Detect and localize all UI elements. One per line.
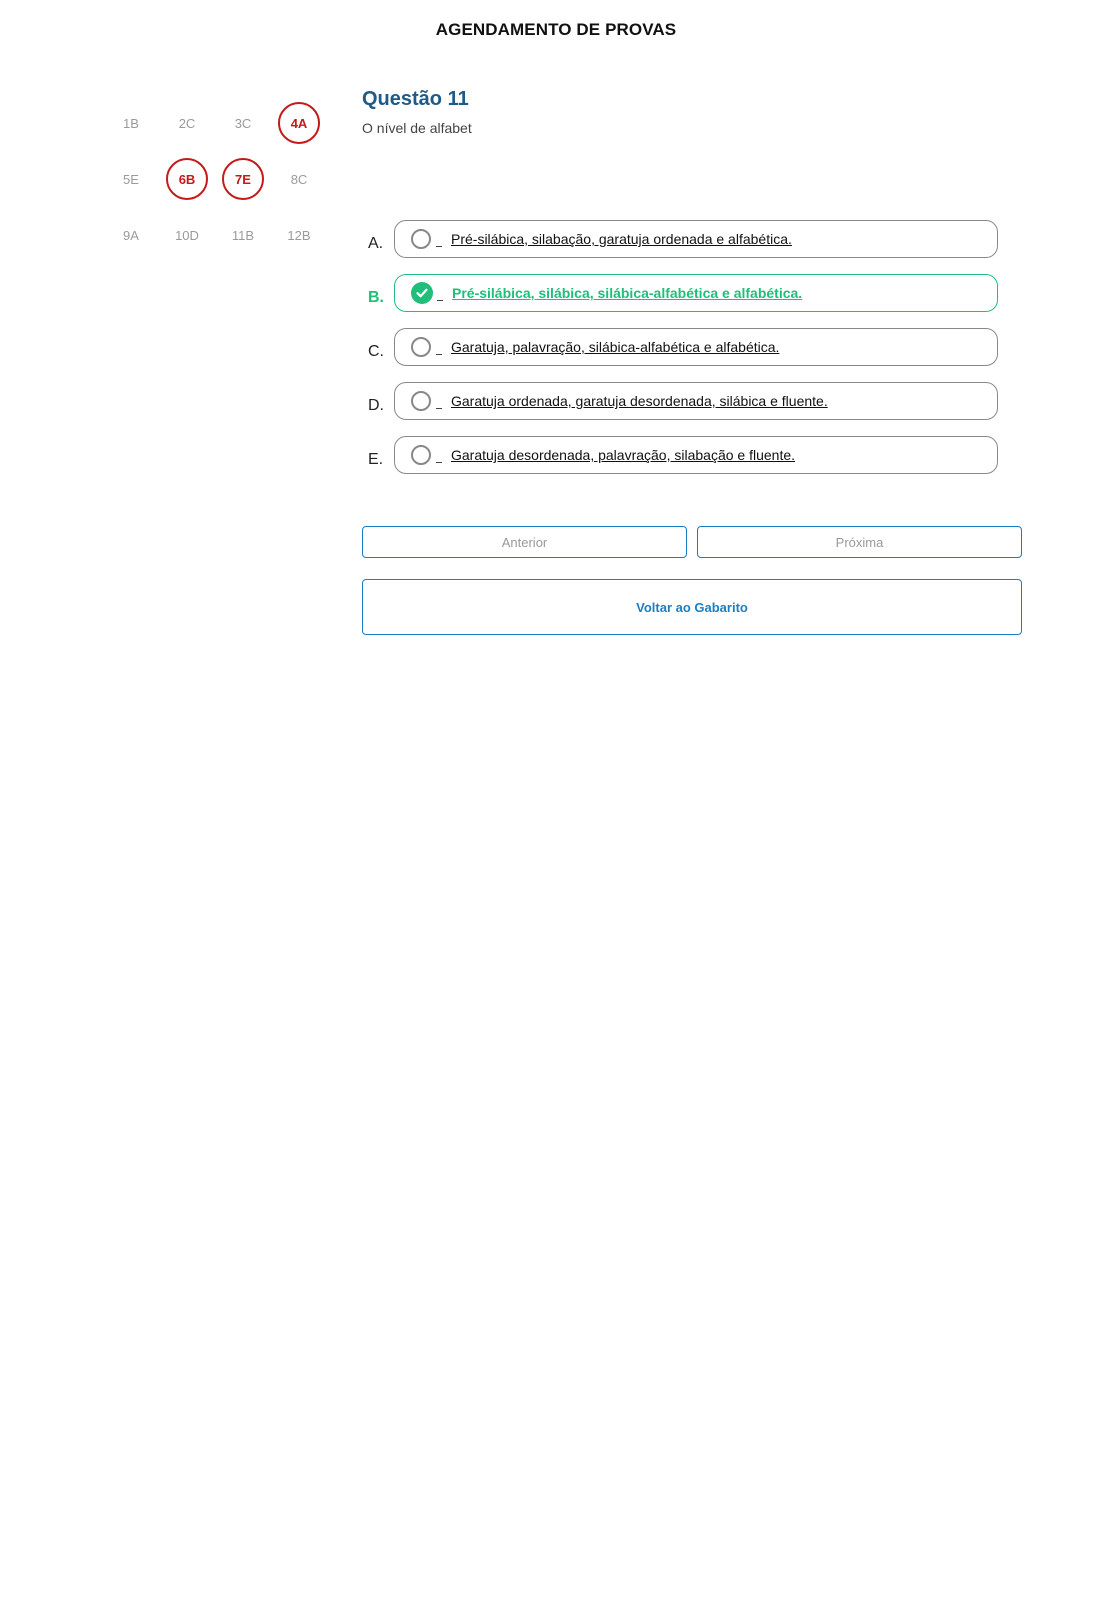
answer-key-item-9[interactable] <box>103 207 159 263</box>
answer-key-item-2[interactable] <box>159 95 215 151</box>
option-letter: B. <box>368 289 384 306</box>
radio-unchecked-icon <box>411 337 431 357</box>
check-circle-icon <box>411 282 433 304</box>
option-letter: A. <box>368 235 384 252</box>
option-d <box>368 382 998 420</box>
underscore-mark <box>436 246 442 247</box>
option-letter: E. <box>368 451 384 468</box>
option-e-button[interactable] <box>394 436 998 474</box>
option-text: Pré-silábica, silabação, garatuja ordenada e alfabética. <box>451 231 792 247</box>
answer-key-item-3[interactable] <box>215 95 271 151</box>
answer-key-label: 6B <box>166 158 208 200</box>
next-button[interactable]: Próxima <box>697 526 1022 558</box>
radio-unchecked-icon <box>411 229 431 249</box>
option-b <box>368 274 998 312</box>
answer-key-item-8[interactable] <box>271 151 327 207</box>
option-letter: D. <box>368 397 384 414</box>
answer-key-label: 5E <box>123 171 139 187</box>
answer-key-label: 8C <box>290 171 308 187</box>
previous-button[interactable]: Anterior <box>362 526 687 558</box>
option-a-button[interactable] <box>394 220 998 258</box>
radio-unchecked-icon <box>411 445 431 465</box>
answer-key-item-6[interactable] <box>159 151 215 207</box>
answer-key-label: 12B <box>287 227 311 243</box>
answer-key-label: 10D <box>175 227 199 243</box>
answer-key-label: 11B <box>231 227 255 243</box>
question-text: O nível de alfabet <box>362 120 472 136</box>
option-e <box>368 436 998 474</box>
underscore-mark <box>436 408 442 409</box>
answer-key-item-1[interactable] <box>103 95 159 151</box>
option-letter: C. <box>368 343 384 360</box>
answer-key-item-12[interactable] <box>271 207 327 263</box>
underscore-mark <box>436 354 442 355</box>
option-c-button[interactable] <box>394 328 998 366</box>
answer-key-label: 1B <box>123 115 139 131</box>
answer-key-item-4[interactable] <box>271 95 327 151</box>
option-text: Garatuja, palavração, silábica-alfabética e alfabética. <box>451 339 780 355</box>
back-to-answer-key-button[interactable]: Voltar ao Gabarito <box>362 579 1022 635</box>
page-title: AGENDAMENTO DE PROVAS <box>435 20 677 39</box>
option-text: Pré-silábica, silábica, silábica-alfabética e alfabética. <box>452 285 803 301</box>
underscore-mark <box>436 462 442 463</box>
answer-key-label: 3C <box>234 115 252 131</box>
option-c <box>368 328 998 366</box>
options-list <box>368 220 998 490</box>
question-title: Questão 11 <box>362 88 469 110</box>
option-a <box>368 220 998 258</box>
answer-key-label: 4A <box>278 102 320 144</box>
answer-key-grid <box>103 95 333 263</box>
answer-key-item-7[interactable] <box>215 151 271 207</box>
answer-key-item-11[interactable] <box>215 207 271 263</box>
answer-key-label: 7E <box>222 158 264 200</box>
option-b-button[interactable] <box>394 274 998 312</box>
option-text: Garatuja ordenada, garatuja desordenada, silábica e fluente. <box>451 393 828 409</box>
option-text: Garatuja desordenada, palavração, silabação e fluente. <box>451 447 796 463</box>
radio-unchecked-icon <box>411 391 431 411</box>
answer-key-item-10[interactable] <box>159 207 215 263</box>
answer-key-item-5[interactable] <box>103 151 159 207</box>
answer-key-label: 9A <box>123 227 139 243</box>
option-d-button[interactable] <box>394 382 998 420</box>
answer-key-label: 2C <box>178 115 196 131</box>
underscore-mark <box>437 300 443 301</box>
